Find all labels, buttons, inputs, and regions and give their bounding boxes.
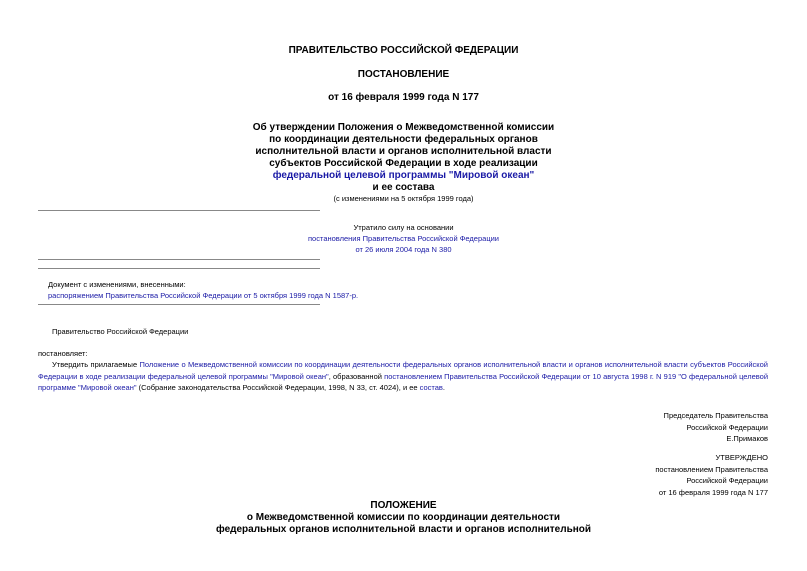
body-paragraph <box>38 359 768 394</box>
signature-block <box>664 410 768 445</box>
regulation-subtitle: федеральных органов исполнительной власти и органов исполнительной <box>215 524 592 535</box>
paragraph-text: Утвердить прилагаемые <box>52 360 140 369</box>
title-line: и ее состава <box>372 182 435 193</box>
paragraph-text: (Собрание законодательства Российской Федерации, 1998, N 33, ст. 4024), и ее <box>136 383 420 392</box>
title-line: исполнительной власти и органов исполнительной власти <box>255 146 552 157</box>
regulation-title: ПОЛОЖЕНИЕ <box>370 500 437 511</box>
amendment-note: (с изменениями на 5 октября 1999 года) <box>333 194 474 203</box>
signature-name: Е.Примаков <box>726 434 768 443</box>
document-title <box>0 122 807 194</box>
decree-919-link[interactable]: постановлением Правительства Российской Федерации от 10 августа 1998 г. N 919 "О федеральной целевой программе "Мировой океан" <box>38 371 769 392</box>
approval-heading: УТВЕРЖДЕНО <box>715 453 768 462</box>
divider <box>38 259 320 260</box>
changes-block <box>48 279 358 301</box>
regulation-link[interactable]: Положение о Межведомственной комиссии по координации деятельности федеральных органов исполнительной власти и органов исполнительной власти субъектов Российской Федерации в ходе реализации федеральной целевой программы "Мировой океан" <box>38 360 768 381</box>
title-line: Об утверждении Положения о Межведомственной комиссии <box>252 122 555 133</box>
program-link[interactable]: федеральной целевой программы "Мировой океан" <box>272 170 535 181</box>
changes-link[interactable]: распоряжением Правительства Российской Федерации от 5 октября 1999 года N 1587-р. <box>48 291 359 300</box>
void-notice-text: Утратило силу на основании <box>353 223 454 232</box>
government-header: ПРАВИТЕЛЬСТВО РОССИЙСКОЙ ФЕДЕРАЦИИ <box>288 45 519 56</box>
composition-link[interactable]: состав <box>419 383 443 392</box>
body-government: Правительство Российской Федерации <box>52 327 189 336</box>
divider <box>38 210 320 211</box>
paragraph-text: . <box>442 383 446 392</box>
document-type: ПОСТАНОВЛЕНИЕ <box>357 69 450 80</box>
regulation-subtitle: о Межведомственной комиссии по координации деятельности <box>246 512 561 523</box>
document-date-number: от 16 февраля 1999 года N 177 <box>328 92 479 103</box>
title-line: субъектов Российской Федерации в ходе реализации <box>269 158 538 169</box>
body-decrees: постановляет: <box>38 349 88 358</box>
approval-date: от 16 февраля 1999 года N 177 <box>658 487 768 497</box>
signature-position: Председатель Правительства <box>663 411 768 420</box>
approval-text: Российской Федерации <box>686 476 768 485</box>
approval-block <box>655 452 768 498</box>
changes-label: Документ с изменениями, внесенными: <box>48 280 186 289</box>
void-decree-link[interactable]: постановления Правительства Российской Федерации <box>307 234 499 243</box>
signature-position: Российской Федерации <box>686 422 768 432</box>
void-decree-date-link[interactable]: от 26 июля 2004 года N 380 <box>355 245 452 254</box>
title-line: по координации деятельности федеральных органов <box>269 134 538 145</box>
void-notice <box>0 222 807 255</box>
paragraph-text: , образованной <box>328 371 385 381</box>
approval-text: постановлением Правительства <box>655 464 768 474</box>
divider <box>38 268 320 269</box>
divider <box>38 304 320 305</box>
regulation-heading <box>0 500 807 536</box>
